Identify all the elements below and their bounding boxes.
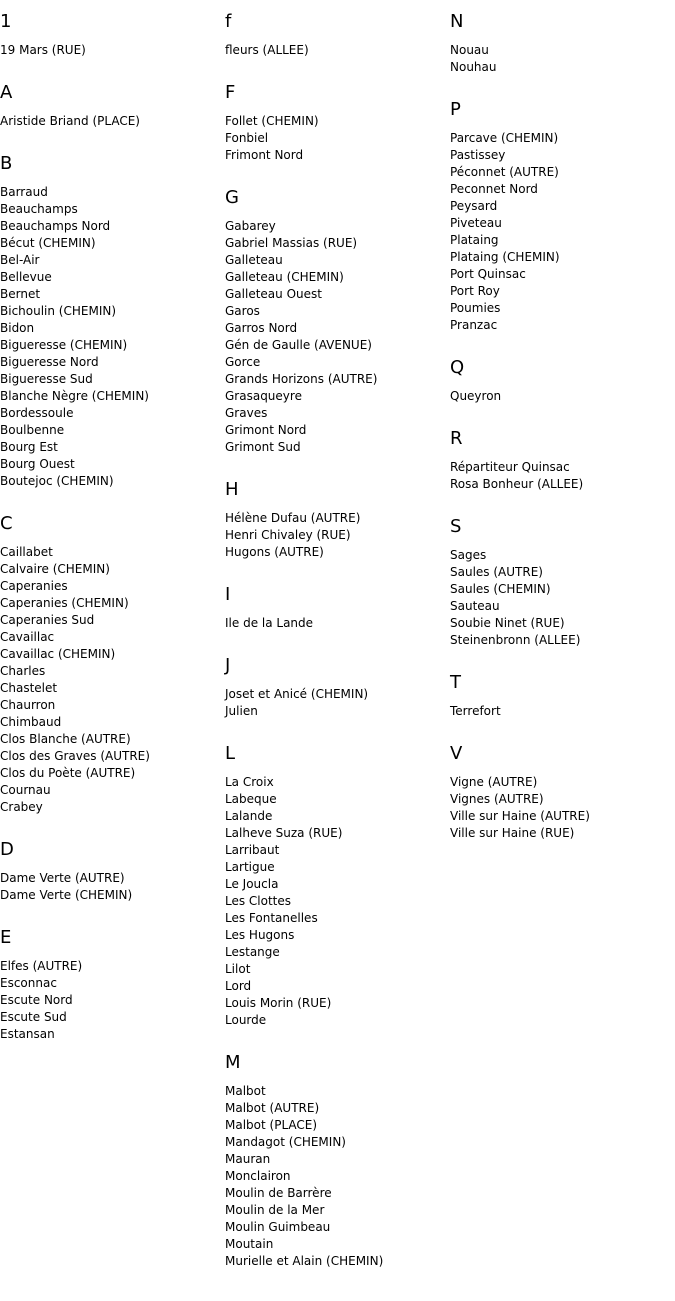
street-list [0, 870, 220, 904]
street-list [225, 774, 445, 1029]
street-link[interactable]: Garos [225, 304, 260, 318]
street-link[interactable]: Peconnet Nord [450, 182, 538, 196]
street-link[interactable]: Port Roy [450, 284, 500, 298]
street-link[interactable]: Les Fontanelles [225, 911, 318, 925]
street-index-column-3 [450, 12, 670, 866]
street-link[interactable]: Chaurron [0, 698, 56, 712]
letter-section [450, 429, 670, 493]
street-link[interactable]: Hugons (AUTRE) [225, 545, 324, 559]
street-link[interactable]: Parcave (CHEMIN) [450, 131, 559, 145]
street-link[interactable]: Larribaut [225, 843, 280, 857]
street-link[interactable]: Caperanies Sud [0, 613, 95, 627]
street-link[interactable]: Grasaqueyre [225, 389, 302, 403]
street-link[interactable]: Aristide Briand (PLACE) [0, 114, 140, 128]
street-link[interactable]: Vignes (AUTRE) [450, 792, 544, 806]
letter-section [450, 12, 670, 76]
street-link[interactable]: Les Hugons [225, 928, 295, 942]
letter-section [0, 840, 220, 904]
street-link[interactable]: Cournau [0, 783, 51, 797]
street-link[interactable]: Garros Nord [225, 321, 298, 335]
street-index-column-2 [225, 12, 445, 1294]
street-link[interactable]: Escute Sud [0, 1010, 67, 1024]
street-link[interactable]: Gabriel Massias (RUE) [225, 236, 358, 250]
street-link[interactable]: Boutejoc (CHEMIN) [0, 474, 114, 488]
street-link[interactable]: Terrefort [450, 704, 501, 718]
street-link[interactable]: Lilot [225, 962, 251, 976]
street-link[interactable]: Lord [225, 979, 252, 993]
letter-heading: R [450, 428, 463, 449]
letter-heading: H [225, 479, 239, 500]
letter-heading: V [450, 743, 463, 764]
street-link[interactable]: Moutain [225, 1237, 274, 1251]
street-link[interactable]: Piveteau [450, 216, 502, 230]
street-link[interactable]: Bigueresse (CHEMIN) [0, 338, 128, 352]
letter-heading: M [225, 1052, 241, 1073]
street-link[interactable]: Saules (CHEMIN) [450, 582, 551, 596]
street-link[interactable]: Murielle et Alain (CHEMIN) [225, 1254, 384, 1268]
street-link[interactable]: Escute Nord [0, 993, 73, 1007]
street-link[interactable]: Plataing (CHEMIN) [450, 250, 560, 264]
street-link[interactable]: Caillabet [0, 545, 53, 559]
street-link[interactable]: Caperanies [0, 579, 68, 593]
letter-heading: I [225, 584, 231, 605]
street-link[interactable]: Ville sur Haine (RUE) [450, 826, 575, 840]
street-link[interactable]: Bordessoule [0, 406, 74, 420]
street-link[interactable]: Charles [0, 664, 46, 678]
street-link[interactable]: Gorce [225, 355, 261, 369]
letter-heading: T [450, 672, 461, 693]
street-list [225, 42, 445, 59]
street-link[interactable]: Répartiteur Quinsac [450, 460, 570, 474]
street-list [450, 703, 670, 720]
street-link[interactable]: Gén de Gaulle (AVENUE) [225, 338, 372, 352]
street-link[interactable]: Bidon [0, 321, 35, 335]
letter-section [0, 12, 220, 59]
street-link[interactable]: Dame Verte (AUTRE) [0, 871, 125, 885]
street-list [0, 958, 220, 1043]
street-list [0, 42, 220, 59]
letter-heading: G [225, 187, 239, 208]
street-link[interactable]: Malbot (PLACE) [225, 1118, 318, 1132]
street-link[interactable]: Ville sur Haine (AUTRE) [450, 809, 590, 823]
letter-section [225, 83, 445, 164]
street-link[interactable]: Le Joucla [225, 877, 279, 891]
street-link[interactable]: Blanche Nègre (CHEMIN) [0, 389, 149, 403]
street-link[interactable]: Galleteau [225, 253, 283, 267]
letter-section [0, 928, 220, 1043]
street-link[interactable]: Bourg Est [0, 440, 58, 454]
letter-section [0, 154, 220, 490]
street-link[interactable]: fleurs (ALLEE) [225, 43, 309, 57]
letter-section [225, 744, 445, 1029]
letter-heading: f [225, 11, 232, 32]
street-link[interactable]: Chastelet [0, 681, 58, 695]
street-link[interactable]: Les Clottes [225, 894, 292, 908]
street-link[interactable]: Frimont Nord [225, 148, 304, 162]
street-link[interactable]: Sages [450, 548, 487, 562]
street-link[interactable]: 19 Mars (RUE) [0, 43, 86, 57]
street-link[interactable]: Boulbenne [0, 423, 65, 437]
street-list [450, 774, 670, 842]
letter-section [225, 188, 445, 456]
letter-section [225, 585, 445, 632]
street-list [0, 184, 220, 490]
street-link[interactable]: Bellevue [0, 270, 52, 284]
street-list [225, 1083, 445, 1270]
street-link[interactable]: Péconnet (AUTRE) [450, 165, 559, 179]
street-list [225, 686, 445, 720]
street-link[interactable]: Malbot (AUTRE) [225, 1101, 320, 1115]
street-link[interactable]: Moulin de Barrère [225, 1186, 332, 1200]
street-link[interactable]: Louis Morin (RUE) [225, 996, 332, 1010]
street-link[interactable]: Graves [225, 406, 268, 420]
street-link[interactable]: Galleteau (CHEMIN) [225, 270, 344, 284]
street-link[interactable]: Clos du Poète (AUTRE) [0, 766, 136, 780]
letter-section [0, 83, 220, 130]
letter-heading: N [450, 11, 464, 32]
street-link[interactable]: Port Quinsac [450, 267, 526, 281]
street-link[interactable]: Bichoulin (CHEMIN) [0, 304, 117, 318]
street-list [450, 388, 670, 405]
letter-section [450, 358, 670, 405]
street-link[interactable]: Crabey [0, 800, 43, 814]
letter-section [450, 517, 670, 649]
street-link[interactable]: Ile de la Lande [225, 616, 314, 630]
street-link[interactable]: Elfes (AUTRE) [0, 959, 83, 973]
street-link[interactable]: Lourde [225, 1013, 267, 1027]
letter-section [450, 673, 670, 720]
letter-heading: 1 [0, 11, 12, 32]
street-link[interactable]: Lalheve Suza (RUE) [225, 826, 343, 840]
street-link[interactable]: Bécut (CHEMIN) [0, 236, 96, 250]
street-link[interactable]: Bigueresse Sud [0, 372, 93, 386]
street-link[interactable]: Sauteau [450, 599, 500, 613]
letter-heading: Q [450, 357, 465, 378]
letter-heading: J [225, 655, 231, 676]
street-link[interactable]: Chimbaud [0, 715, 62, 729]
street-link[interactable]: Pastissey [450, 148, 506, 162]
street-link[interactable]: Caperanies (CHEMIN) [0, 596, 129, 610]
street-link[interactable]: Gabarey [225, 219, 276, 233]
street-link[interactable]: Follet (CHEMIN) [225, 114, 319, 128]
letter-section [225, 656, 445, 720]
street-link[interactable]: Pranzac [450, 318, 498, 332]
street-link[interactable]: Moulin Guimbeau [225, 1220, 331, 1234]
street-link[interactable]: Mauran [225, 1152, 271, 1166]
street-link[interactable]: Clos Blanche (AUTRE) [0, 732, 131, 746]
street-link[interactable]: Labeque [225, 792, 277, 806]
letter-heading: E [0, 927, 12, 948]
street-link[interactable]: Lartigue [225, 860, 275, 874]
street-index-column-1 [0, 12, 220, 1067]
street-link[interactable]: Clos des Graves (AUTRE) [0, 749, 150, 763]
street-link[interactable]: Plataing [450, 233, 499, 247]
street-link[interactable]: Calvaire (CHEMIN) [0, 562, 110, 576]
street-link[interactable]: Vigne (AUTRE) [450, 775, 538, 789]
letter-heading: P [450, 99, 461, 120]
street-link[interactable]: Moulin de la Mer [225, 1203, 325, 1217]
street-list [0, 544, 220, 816]
street-link[interactable]: Monclairon [225, 1169, 291, 1183]
street-link[interactable]: Saules (AUTRE) [450, 565, 543, 579]
street-link[interactable]: Malbot [225, 1084, 266, 1098]
letter-section [225, 480, 445, 561]
street-link[interactable]: Nouau [450, 43, 489, 57]
letter-heading: L [225, 743, 236, 764]
street-link[interactable]: Bigueresse Nord [0, 355, 99, 369]
street-list [225, 218, 445, 456]
street-link[interactable]: Cavaillac [0, 630, 55, 644]
street-link[interactable]: Rosa Bonheur (ALLEE) [450, 477, 584, 491]
street-link[interactable]: Julien [225, 704, 258, 718]
street-list [225, 113, 445, 164]
letter-heading: C [0, 513, 13, 534]
street-link[interactable]: Bourg Ouest [0, 457, 75, 471]
street-link[interactable]: Mandagot (CHEMIN) [225, 1135, 346, 1149]
street-list [450, 42, 670, 76]
street-link[interactable]: Estansan [0, 1027, 55, 1041]
street-link[interactable]: Dame Verte (CHEMIN) [0, 888, 133, 902]
street-link[interactable]: Queyron [450, 389, 502, 403]
street-link[interactable]: Beauchamps Nord [0, 219, 111, 233]
letter-section [450, 100, 670, 334]
street-link[interactable]: Lestange [225, 945, 280, 959]
street-link[interactable]: Steinenbronn (ALLEE) [450, 633, 581, 647]
street-list [0, 113, 220, 130]
street-link[interactable]: Poumies [450, 301, 501, 315]
letter-section [0, 514, 220, 816]
street-list [225, 510, 445, 561]
street-link[interactable]: Henri Chivaley (RUE) [225, 528, 351, 542]
street-link[interactable]: La Croix [225, 775, 274, 789]
letter-heading: S [450, 516, 462, 537]
street-link[interactable]: Soubie Ninet (RUE) [450, 616, 565, 630]
street-link[interactable]: Grimont Sud [225, 440, 301, 454]
street-link[interactable]: Lalande [225, 809, 273, 823]
street-link[interactable]: Galleteau Ouest [225, 287, 322, 301]
street-link[interactable]: Esconnac [0, 976, 57, 990]
street-list [450, 459, 670, 493]
street-list [450, 130, 670, 334]
street-link[interactable]: Grands Horizons (AUTRE) [225, 372, 378, 386]
letter-heading: D [0, 839, 14, 860]
street-list [225, 615, 445, 632]
letter-section [450, 744, 670, 842]
street-link[interactable]: Bernet [0, 287, 41, 301]
street-link[interactable]: Hélène Dufau (AUTRE) [225, 511, 361, 525]
street-link[interactable]: Cavaillac (CHEMIN) [0, 647, 116, 661]
street-link[interactable]: Barraud [0, 185, 48, 199]
letter-heading: F [225, 82, 236, 103]
street-link[interactable]: Peysard [450, 199, 498, 213]
letter-section [225, 1053, 445, 1270]
street-link[interactable]: Beauchamps [0, 202, 78, 216]
street-link[interactable]: Joset et Anicé (CHEMIN) [225, 687, 369, 701]
street-link[interactable]: Nouhau [450, 60, 497, 74]
letter-heading: B [0, 153, 13, 174]
letter-section [225, 12, 445, 59]
letter-heading: A [0, 82, 13, 103]
street-link[interactable]: Bel-Air [0, 253, 40, 267]
street-link[interactable]: Grimont Nord [225, 423, 307, 437]
street-link[interactable]: Fonbiel [225, 131, 269, 145]
street-list [450, 547, 670, 649]
